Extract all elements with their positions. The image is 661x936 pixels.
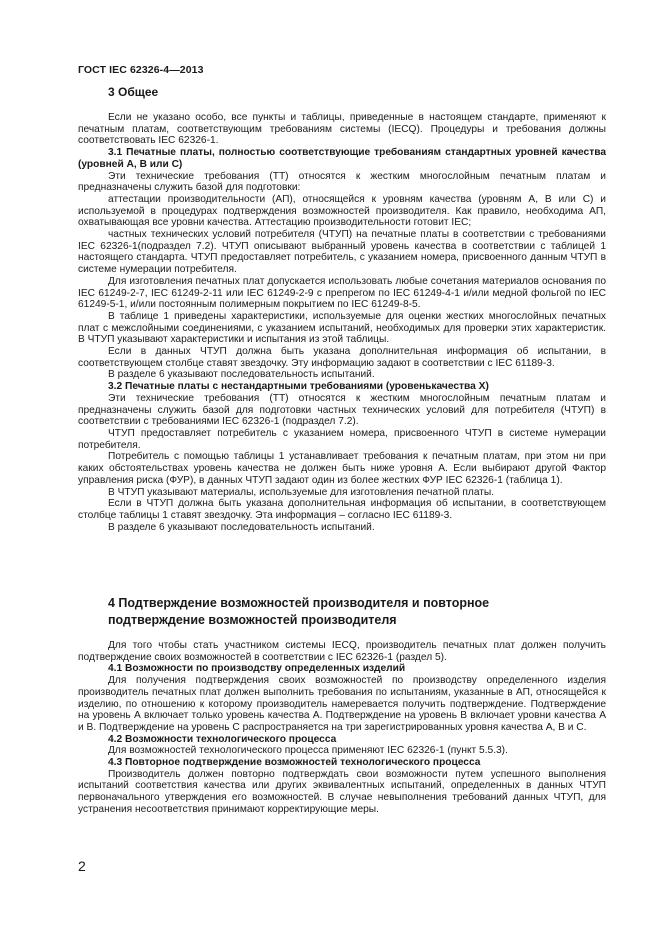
subsection-4-2-title: 4.2 Возможности технологического процесса (108, 733, 337, 745)
document-header: ГОСТ IEC 62326-4—2013 (78, 64, 204, 76)
paragraph: аттестации производительности (АП), относящейся к уровням качества (уровням А, В или С) и используемой в процедурах подтверждения возможностей производителя. Как правило, необходима АП, охватывающая все уровни качества. Аттестацию производительности готовит IEC; (78, 193, 606, 229)
paragraph: ЧТУП предоставляет потребитель с указанием номера, присвоенного ЧТУП в системе нумерации потребителя. (78, 427, 606, 451)
paragraph: Производитель должен повторно подтверждать свои возможности путем успешного выполнения испытаний соответствия качества или других эквивалентных испытаний, определенных в данных ЧТУП первоначального утверждения его возможностей. В случае невыполнения требований данных ЧТУП, для устранения несоответствия принимают корректирующие меры. (78, 768, 606, 815)
paragraph: Если не указано особо, все пункты и таблицы, приведенные в настоящем стандарте, применяют к печатным платам, соответствующим требованиям системы (IECQ). Процедуры и требования должны соответствовать IEC 62326-1. (78, 112, 606, 147)
paragraph: Для получения подтверждения своих возможностей по производству определенного изделия производитель печатных плат должен выполнить требования по испытаниям, указанные в АП, относящейся к изделию, по отношению к которому производитель намеревается получить подтверждение. Подтверждение на уровень А включает только уровень качества А. Подтверждение на уровень В включает уровни качества А и В. Подтверждение на уровень С распространяется на три зарегистрированных уровня качества А, В и С. (78, 675, 606, 733)
subsection-3-1-title: 3.1 Печатные платы, полностью соответствующие требованиям стандартных уровней качества (уровней А, В или С) (78, 147, 606, 170)
paragraph: Если в данных ЧТУП должна быть указана дополнительная информация об испытании, в соответствующем столбце ставят звездочку. Эту информацию задают в соответствии с IEC 61189-3. (78, 346, 606, 369)
subsection-4-1-title: 4.1 Возможности по производству определенных изделий (108, 663, 406, 675)
section-4-title: 4 Подтверждение возможностей производителя и повторное подтверждение возможностей производителя (108, 596, 490, 627)
paragraph: В разделе 6 указывают последовательность испытаний. (108, 521, 375, 533)
paragraph: частных технических условий потребителя (ЧТУП) на печатные платы в соответствии с требованиями IEC 62326-1(подраздел 7.2). ЧТУП описывают выбранный уровень качества в соответствии с таблицей 1 настоящего стандарта. ЧТУП предоставляет потребитель, с указанием номера, присвоенного данным ЧТУП в системе нумерации потребителя. (78, 229, 606, 276)
paragraph: Потребитель с помощью таблицы 1 устанавливает требования к печатным платам, при этом ни при каких обстоятельствах уровень качества не должен быть ниже уровня А. Если выбирают другой Фактор управления риска (ФУР), в данных ЧТУП задают один из более жестких ФУР IEC 62326-1 (таблица 1). (78, 451, 606, 486)
paragraph: Эти технические требования (ТТ) относятся к жестким многослойным печатным платам и предназначены служить базой для подготовки: (78, 170, 606, 194)
paragraph: Для возможностей технологического процесса применяют IEC 62326-1 (пункт 5.5.3). (108, 745, 508, 757)
subsection-4-3-title: 4.3 Повторное подтверждение возможностей технологического процесса (108, 757, 481, 769)
subsection-3-2-title: 3.2 Печатные платы с нестандартными требованиями (уровенькачества X) (108, 381, 489, 393)
paragraph: Для того чтобы стать участником системы IECQ, производитель печатных плат должен получить подтверждение своих возможностей в соответствии с IEC 62326-1 (раздел 5). (78, 640, 606, 663)
page-number: 2 (78, 858, 86, 874)
paragraph: Эти технические требования (ТТ) относятся к жестким многослойным печатным платам и предназначены служить базой для подготовки частных технических условий для потребителя (ЧТУП) в соответствии с требованиями IEC 62326-1 (подраздел 7.2). (78, 392, 606, 428)
section-4-body (78, 640, 606, 816)
paragraph: В ЧТУП указывают материалы, используемые для изготовления печатной платы. (108, 486, 495, 498)
paragraph: В разделе 6 указывают последовательность испытаний. (108, 369, 375, 381)
paragraph: В таблице 1 приведены характеристики, используемые для оценки жестких многослойных печатных плат с межслойными соединениями, с указанием испытаний, необходимых для проверки этих характеристик. В ЧТУП указывают характеристики и испытания из этой таблицы. (78, 310, 606, 346)
section-3-title: 3 Общее (108, 85, 159, 99)
paragraph: Для изготовления печатных плат допускается использовать любые сочетания материалов основания по IEC 61249-2-7, IEC 61249-2-11 или IEC 61249-2-9 с препрегом по IEC 61249-4-1 и/или медной фольгой по IEC 61249-5-1, и/или постоянным полимерным покрытием по IEC 61249-8-5. (78, 275, 606, 311)
section-3-body (78, 112, 606, 533)
paragraph: Если в ЧТУП должна быть указана дополнительная информация об испытании, в соответствующем столбце таблицы 1 ставят звездочку. Эта информация – согласно IEC 61189-3. (78, 498, 606, 521)
